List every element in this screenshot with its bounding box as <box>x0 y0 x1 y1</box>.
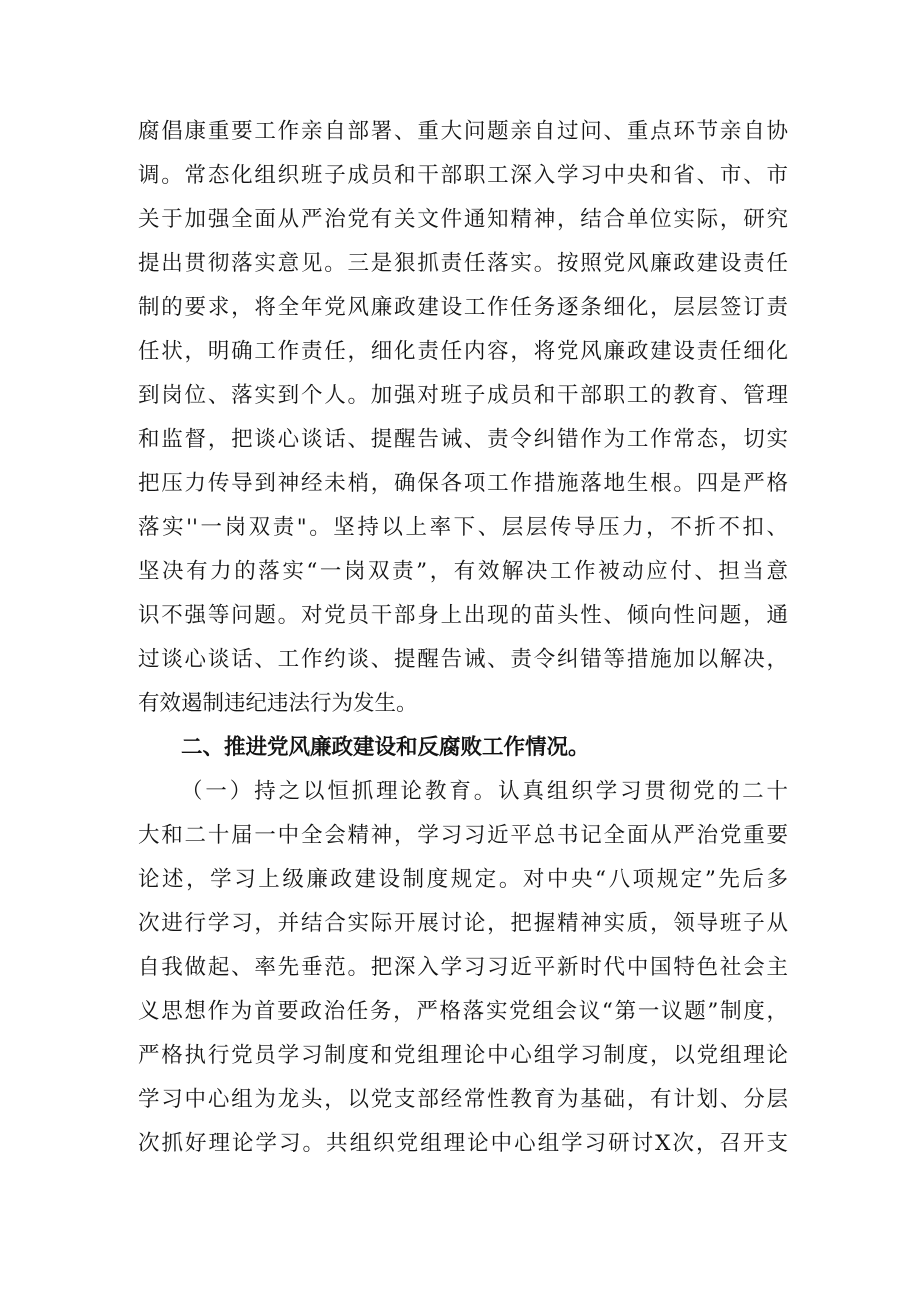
paragraph-1-line: 过谈心谈话、工作约谈、提醒告诫、责令纠错等措施加以解决， <box>138 647 788 672</box>
paragraph-2-line: 论述，学习上级廉政建设制度规定。对中央“八项规定”先后多 <box>138 867 788 892</box>
paragraph-2-line: 次抓好理论学习。共组织党组理论中心组学习研讨X次，召开支 <box>138 1131 788 1156</box>
paragraph-2-line: 次进行学习，并结合实际开展讨论，把握精神实质，领导班子从 <box>138 911 788 936</box>
paragraph-2-line: 严格执行党员学习制度和党组理论中心组学习制度，以党组理论 <box>138 1043 788 1068</box>
paragraph-2-line: 自我做起、率先垂范。把深入学习习近平新时代中国特色社会主 <box>138 955 788 980</box>
paragraph-2-line: （一）持之以恒抓理论教育。认真组织学习贯彻党的二十 <box>181 779 788 804</box>
paragraph-1-line: 把压力传导到神经未梢，确保各项工作措施落地生根。四是严格 <box>138 471 788 496</box>
section-heading: 二、推进党风廉政建设和反腐败工作情况。 <box>181 735 590 760</box>
paragraph-1-line: 有效遏制违纪违法行为发生。 <box>138 691 418 716</box>
paragraph-2-line: 义思想作为首要政治任务，严格落实党组会议“第一议题”制度， <box>138 999 788 1024</box>
paragraph-1-line: 任状，明确工作责任，细化责任内容，将党风廉政建设责任细化 <box>138 339 788 364</box>
paragraph-1-line: 调。常态化组织班子成员和干部职工深入学习中央和省、市、市 <box>138 163 788 188</box>
paragraph-2-line: 学习中心组为龙头，以党支部经常性教育为基础，有计划、分层 <box>138 1087 788 1112</box>
paragraph-2-line: 大和二十届一中全会精神，学习习近平总书记全面从严治党重要 <box>138 823 788 848</box>
paragraph-1-line: 和监督，把谈心谈话、提醒告诫、责令纠错作为工作常态，切实 <box>138 427 788 452</box>
paragraph-1-line: 坚决有力的落实“一岗双责”，有效解决工作被动应付、担当意 <box>138 559 788 584</box>
paragraph-1-line: 制的要求，将全年党风廉政建设工作任务逐条细化，层层签订责 <box>138 295 788 320</box>
paragraph-1-line: 落实''一岗双责"。坚持以上率下、层层传导压力，不折不扣、 <box>138 515 788 540</box>
paragraph-1-line: 提出贯彻落实意见。三是狠抓责任落实。按照党风廉政建设责任 <box>138 251 788 276</box>
paragraph-1-line: 到岗位、落实到个人。加强对班子成员和干部职工的教育、管理 <box>138 383 788 408</box>
paragraph-1-line: 识不强等问题。对党员干部身上出现的苗头性、倾向性问题，通 <box>138 603 788 628</box>
paragraph-1-line: 关于加强全面从严治党有关文件通知精神，结合单位实际，研究 <box>138 207 788 232</box>
paragraph-1-line: 腐倡康重要工作亲自部署、重大问题亲自过问、重点环节亲自协 <box>138 119 788 144</box>
